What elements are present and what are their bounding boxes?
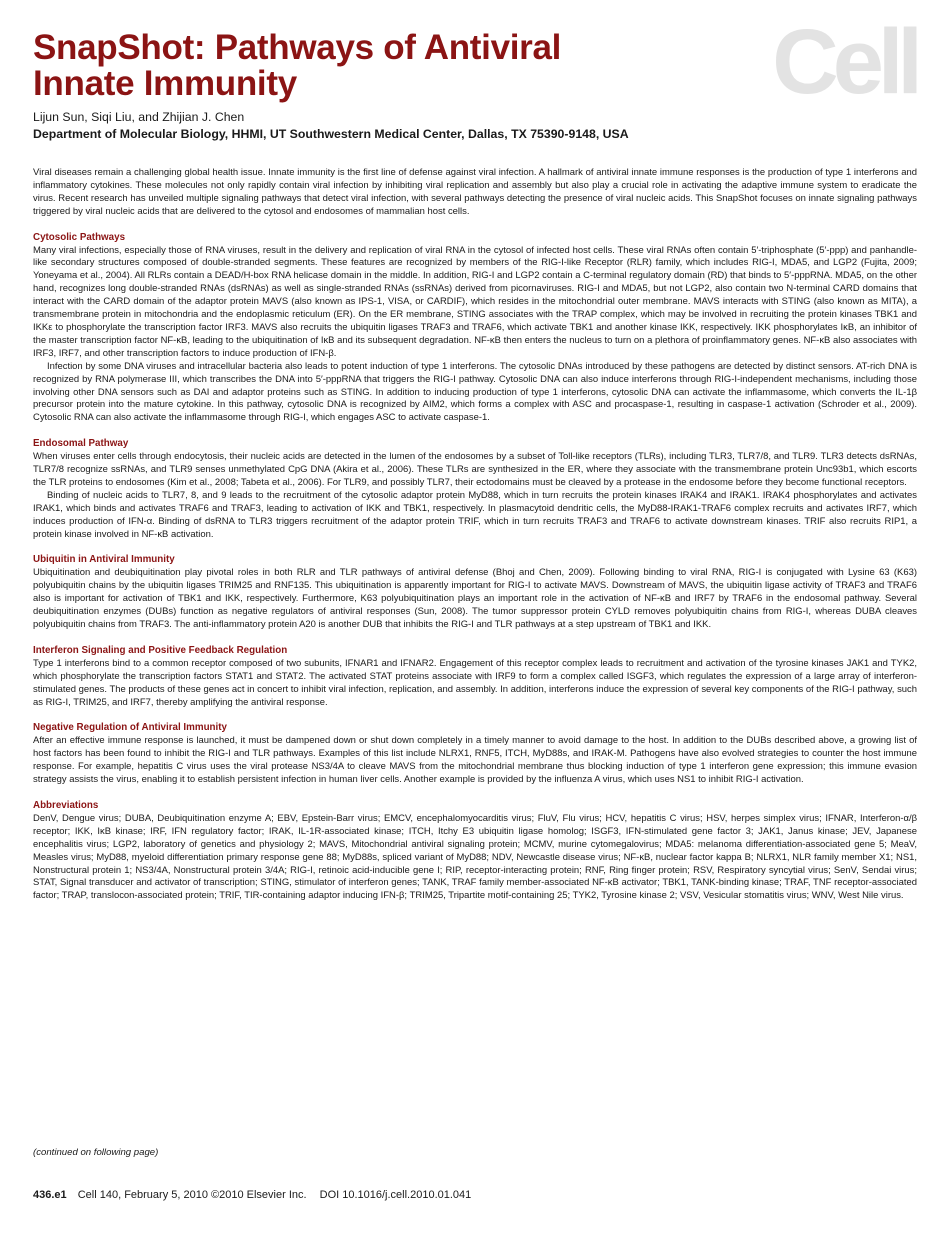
page-number: 436.e1 xyxy=(33,1189,67,1201)
title-line-1: SnapShot: Pathways of Antiviral xyxy=(33,28,562,67)
paragraph: After an effective immune response is launched, it must be dampened down or shut down completely in a timely manner to avoid damage to the host. In addition to the DUBs described above, a growing list of host factors has been found to inhibit the RIG-I and TLR pathways. Examples of this list include NLRX1, RNF5, ITCH, MyD88s, and IRAK-M. Pathogens have also evolved strategies to counter the host immune response. For example, hepatitis C virus uses the viral protease NS3/4A to cleave MAVS from the mitochondrial membrane thus blocking induction of type 1 interferon gene expression; this immune evasion strategy assists the virus, enabling it to establish persistent infection in human liver cells. Another example is provided by the influenza A virus, which uses NS1 to inhibit RIG-I activation. xyxy=(33,735,917,786)
paragraph: When viruses enter cells through endocytosis, their nucleic acids are detected in the lumen of the endosomes by a subset of Toll-like receptors (TLRs), including TLR3, TLR7/8, and TLR9. TLR3 detects dsRNAs, TLR7/8 recognize ssRNAs, and TLR9 senses unmethylated CpG DNA (Akira et al., 2006). These TLRs are synthesized in the ER, where they associate with the transmembrane protein Unc93b1, which escorts the TLR proteins to endosomes (Kim et al., 2008; Tabeta et al., 2006). For TLR9, and possibly TLR7, their ectodomains must be cleaved by a protease in the endosome before they become functional receptors. xyxy=(33,451,917,488)
paragraph: Type 1 interferons bind to a common receptor composed of two subunits, IFNAR1 and IFNAR2. Engagement of this receptor complex leads to recruitment and activation of the tyrosine kinases JAK1 and TYK2, which phosphorylate the transcription factors STAT1 and STAT2. The activated STAT proteins associate with IRF9 to form a complex called ISGF3, which regulates the expression of a large array of interferon-stimulated genes. The products of these genes act in concert to inhibit viral infection, replication, and assembly. In addition, interferons induce the expression of several key components of the RIG-I pathway, such as RIG-I, TRIM25, and IRF7, thereby amplifying the antiviral response. xyxy=(33,657,917,708)
section-cytosolic xyxy=(33,232,917,426)
section-heading: Interferon Signaling and Positive Feedback Regulation xyxy=(33,644,288,656)
paragraph: DenV, Dengue virus; DUBA, Deubiquitination enzyme A; EBV, Epstein-Barr virus; EMCV, encephalomyocarditis virus; FluV, Flu virus; HCV, hepatitis C virus; HSV, herpes simplex virus; IFNAR, Interferon-α/β receptor; IKK, IκB kinase; IRF, IFN regulatory factor; IRAK, IL-1R-associated kinase; ITCH, Itchy E3 ubiquitin ligase homolog; ISGF3, IFN-stimulated gene factor 3; JAK1, Janus kinase; JEV, Japanese encephalitis virus; LGP2, laboratory of genetics and physiology 2; MAVS, Mitochondrial antiviral signaling protein; MCMV, murine cytomegalovirus; MDA5: melanoma differentiation-associated gene 5; MeaV, Measles virus; MyD88, myeloid differentiation primary response gene 88; MyD88s, spliced variant of MyD88; NDV, Newcastle disease virus; NF-κB, nuclear factor kappa B; NLRX1, NLR family member X1; NS1, Nonstructural protein 1; NS3/4A, Nonstructural protein 3/4A; RIG-I, retinoic acid-inducible gene I; RIP, receptor-interacting protein; RNF, Ring finger protein; RSV, Respiratory syncytial virus; SenV, Sendai virus; STAT, Signal transducer and activator of transcription; STING, stimulator of interferon genes; TANK, TRAF family member-associated NF-κB activator; TBK1, TANK-binding kinase; TRAF, TNF receptor-associated factor; TRAP, translocon-associated protein; TRIF, TIR-containing adaptor inducing IFN-β; TRIM25, Tripartite motif-containing 25; TYK2, Tyrosine kinase 2; VSV, Vesicular stomatitis virus; WNV, West Nile virus. xyxy=(33,812,917,902)
section-abbreviations xyxy=(33,800,917,903)
section-endosomal xyxy=(33,438,917,541)
section-heading: Cytosolic Pathways xyxy=(33,231,126,243)
section-ubiquitin xyxy=(33,554,917,631)
paragraph: Many viral infections, especially those of RNA viruses, result in the delivery and replication of viral RNA in the cytosol of infected host cells. These viral RNAs often contain 5′-triphosphate (5′-ppp) and panhandle-like secondary structures composed of double-stranded segments. These features are recognized by members of the RIG-I-like Receptor (RLR) family, which includes RIG-I, MDA5, and LGP2 (Fujita, 2009; Yoneyama et al., 2004). All RLRs contain a DEAD/H-box RNA helicase domain in the middle. In addition, RIG-I and LGP2 contain a C-terminal regulatory domain (RD) that binds to 5′-pppRNA. MDA5, on the other hand, recognizes long double-stranded RNAs (dsRNAs) as well as single-stranded RNAs (ssRNAs) derived from picornaviruses. RIG-I and MDA5, but not LGP2, also contain two N-terminal CARD domains that interact with the CARD domain of the adaptor protein MAVS (also known as IPS-1, VISA, or CARDIF), which resides in the mitochondrial outer membrane. MAVS interacts with STING (also known as MITA), a transmembrane protein in mitochondria and the endoplasmic reticulum (ER). On the ER membrane, STING associates with the TRAP complex, which may be involved in recruiting the protein kinases TBK1 and IKKε to phosphorylate the transcription factor IRF3. MAVS also recruits the ubiquitin ligases TRAF3 and TRAF6, which activate TBK1 and another kinase IKK, respectively. IKK phosphorylates IκB, an inhibitor of the master transcription factor NF-κB, leading to the ubiquitination of IκB and its subsequent degradation. NF-κB then enters the nucleus to turn on a plethora of proinflammatory genes. NF-κB also associates with IRF3, IRF7, and other transcription factors to induce production of IFN-β. xyxy=(33,244,917,359)
affiliation: Department of Molecular Biology, HHMI, UT Southwestern Medical Center, Dallas, TX 75390-9148, USA xyxy=(33,127,629,141)
section-heading: Ubiquitin in Antiviral Immunity xyxy=(33,554,175,566)
title-line-2: Innate Immunity xyxy=(33,64,297,103)
continued-note: (continued on following page) xyxy=(33,1147,159,1158)
section-heading: Abbreviations xyxy=(33,799,99,811)
journal-citation: Cell 140, February 5, 2010 ©2010 Elsevier Inc. xyxy=(77,1189,307,1201)
doi: DOI 10.1016/j.cell.2010.01.041 xyxy=(319,1189,472,1201)
section-heading: Negative Regulation of Antiviral Immunity xyxy=(33,722,227,734)
paragraph: Infection by some DNA viruses and intracellular bacteria also leads to potent induction of type 1 interferons. The cytosolic DNAs introduced by these pathogens are detected by distinct sensors. AT-rich DNA is recognized by RNA polymerase III, which transcribes the DNA into 5′-pppRNA that triggers the RIG-I pathway. Cytosolic DNA can also induce interferons through RIG-I-independent mechanisms, including those involving other DNA sensors such as DAI and adaptor proteins such as STING. In addition to inducing production of type 1 interferons, cytosolic DNA can activate the inflammasome, which converts the IL-1β precursor protein into the mature cytokine. In this pathway, cytosolic DNA is recognized by AIM2, which forms a complex with ASC and procaspase-1, resulting in caspase-1 activation (Schroder et al., 2009). Cytosolic RNA can also activate the inflammasome through RIG-I, which engages ASC to activate caspase-1. xyxy=(33,360,917,424)
section-negative-regulation xyxy=(33,722,917,787)
journal-logo: Cell xyxy=(772,11,917,113)
section-heading: Endosomal Pathway xyxy=(33,438,129,450)
page-footer xyxy=(33,1189,471,1201)
paragraph: Binding of nucleic acids to TLR7, 8, and 9 leads to the recruitment of the cytosolic adaptor protein MyD88, which in turn recruits the protein kinases IRAK4 and IRAK1. IRAK4 phosphorylates and activates IRAK1, which binds and activates TRAF6 and TRAF3, leading to activation of IKK and TBK1, respectively. In plasmacytoid dendritic cells, the MyD88-IRAK1-TRAF6 complex recruits and activates IRF7, which induces production of IFN-α. Binding of dsRNA to TLR3 triggers recruitment of the adaptor protein TRIF, which in turn recruits TRAF3 and TRAF6 to activate downstream kinases. TRIF also recruits RIP1, a protein kinase involved in NF-κB activation. xyxy=(33,489,917,540)
article-body xyxy=(33,167,917,903)
article-title xyxy=(33,30,561,102)
section-interferon xyxy=(33,645,917,710)
paragraph: Ubiquitination and deubiquitination play pivotal roles in both RLR and TLR pathways of antiviral defense (Bhoj and Chen, 2009). Following binding to viral RNA, RIG-I is conjugated with Lysine 63 (K63) polyubiquitin chains by the ubiquitin ligases TRIM25 and RNF135. This ubiquitination is apparently important for RIG-I to activate MAVS. Downstream of MAVS, the ubiquitin ligase activity of TRAF3 and TRAF6 also is important for activation of TBK1 and IKK, respectively. Furthermore, K63 polyubiquitination plays an important role in the activation of NF-κB and IRF7 by TRAF6 in the endosomal pathway. Several deubiquitination enzymes (DUBs) function as negative regulators of antiviral responses (Sun, 2008). The tumor suppressor protein CYLD removes polyubiquitin chains from RIG-I, whereas DUBA cleaves polyubiquitin chains from TRAF3. The anti-inflammatory protein A20 is another DUB that inhibits the RIG-I and TLR pathways at a step upstream of TBK1 and IKK. xyxy=(33,567,917,630)
authors: Lijun Sun, Siqi Liu, and Zhijian J. Chen xyxy=(33,110,245,124)
intro-paragraph: Viral diseases remain a challenging global health issue. Innate immunity is the first line of defense against viral infection. A hallmark of antiviral innate immune responses is the production of type 1 interferons and inflammatory cytokines. These molecules not only rapidly contain viral infection by inhibiting viral replication and assembly but also play a crucial role in activating the adaptive immune system to eradicate the virus. Recent research has unveiled multiple signaling pathways that detect viral infection, with several pathways detecting the presence of viral nucleic acids. This SnapShot focuses on innate signaling pathways triggered by viral nucleic acids that are delivered to the cytosol and endosomes of mammalian host cells. xyxy=(33,167,917,217)
